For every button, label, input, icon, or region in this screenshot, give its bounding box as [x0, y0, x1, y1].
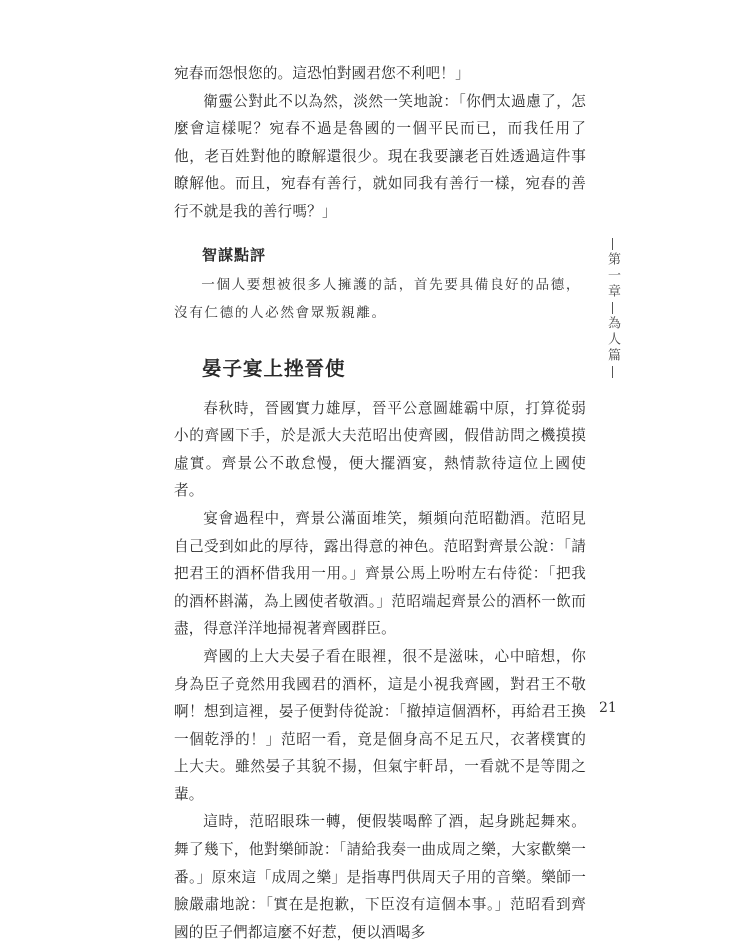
side-tab-rule-bottom: [612, 366, 613, 378]
section-paragraph-2: 宴會過程中，齊景公滿面堆笑，頻頻向范昭勸酒。范昭見自己受到如此的厚待，露出得意的神色。范昭對齊景公說：「請把君王的酒杯借我用一用。」齊景公馬上吩咐左右侍從：「把我的酒杯斟滿，為上國使者敬酒。」范昭端起齊景公的酒杯一飲而盡，得意洋洋地掃視著齊國群臣。: [174, 509, 586, 638]
main-text-column: [174, 60, 586, 946]
section-paragraph-4: 這時，范昭眼珠一轉，便假裝喝醉了酒，起身跳起舞來。舞了幾下，他對樂師說：「請給我奏一曲成周之樂，大家歡樂一番。」原來這「成周之樂」是指專門供周天子用的音樂。樂師一臉嚴肅地說：「實在是抱歉，下臣沒有這個本事。」范昭看到齊國的臣子們都這麼不好惹，便以酒喝多: [174, 813, 586, 941]
commentary-text: 一個人要想被很多人擁護的話，首先要具備良好的品德，沒有仁德的人必然會眾叛親離。: [174, 276, 582, 321]
page-number: 21: [599, 700, 617, 716]
commentary-label: 智謀點評: [202, 245, 267, 264]
paragraph-top-2: 衛靈公對此不以為然，淡然一笑地說：「你們太過慮了，怎麼會這樣呢？宛春不過是魯國的一個平民而已，而我任用了他，老百姓對他的瞭解還很少。現在我要讓老百姓透過這件事瞭解他。而且，宛春有善行，就如同我有善行一樣，宛春的善行不就是我的善行嗎？」: [174, 92, 586, 220]
section-paragraph-3: 齊國的上大夫晏子看在眼裡，很不是滋味，心中暗想，你身為臣子竟然用我國君的酒杯，這是小視我齊國，對君王不敬啊！想到這裡，晏子便對侍從說：「撤掉這個酒杯，再給君王換一個乾淨的！」范昭一看，竟是個身高不足五尺，衣著樸實的上大夫。雖然晏子其貌不揚，但氣宇軒昂，一看就不是等閒之輩。: [174, 647, 586, 803]
section-title: 晏子宴上挫晉使: [202, 356, 346, 380]
section-paragraph-1: 春秋時，晉國實力雄厚，晉平公意圖雄霸中原，打算從弱小的齊國下手，於是派大夫范昭出使齊國，假借訪問之機摸摸虛實。齊景公不敢怠慢，便大擺酒宴，熱情款待這位上國使者。: [174, 399, 586, 500]
chapter-side-tab: [604, 236, 620, 380]
paragraph-top-1: 宛春而怨恨您的。這恐怕對國君您不利吧！」: [174, 65, 470, 82]
chapter-label: 第一章: [605, 252, 620, 300]
side-tab-rule-top: [612, 238, 613, 250]
section-label-vertical: 為人篇: [605, 316, 620, 364]
side-tab-rule-middle: [612, 302, 613, 314]
